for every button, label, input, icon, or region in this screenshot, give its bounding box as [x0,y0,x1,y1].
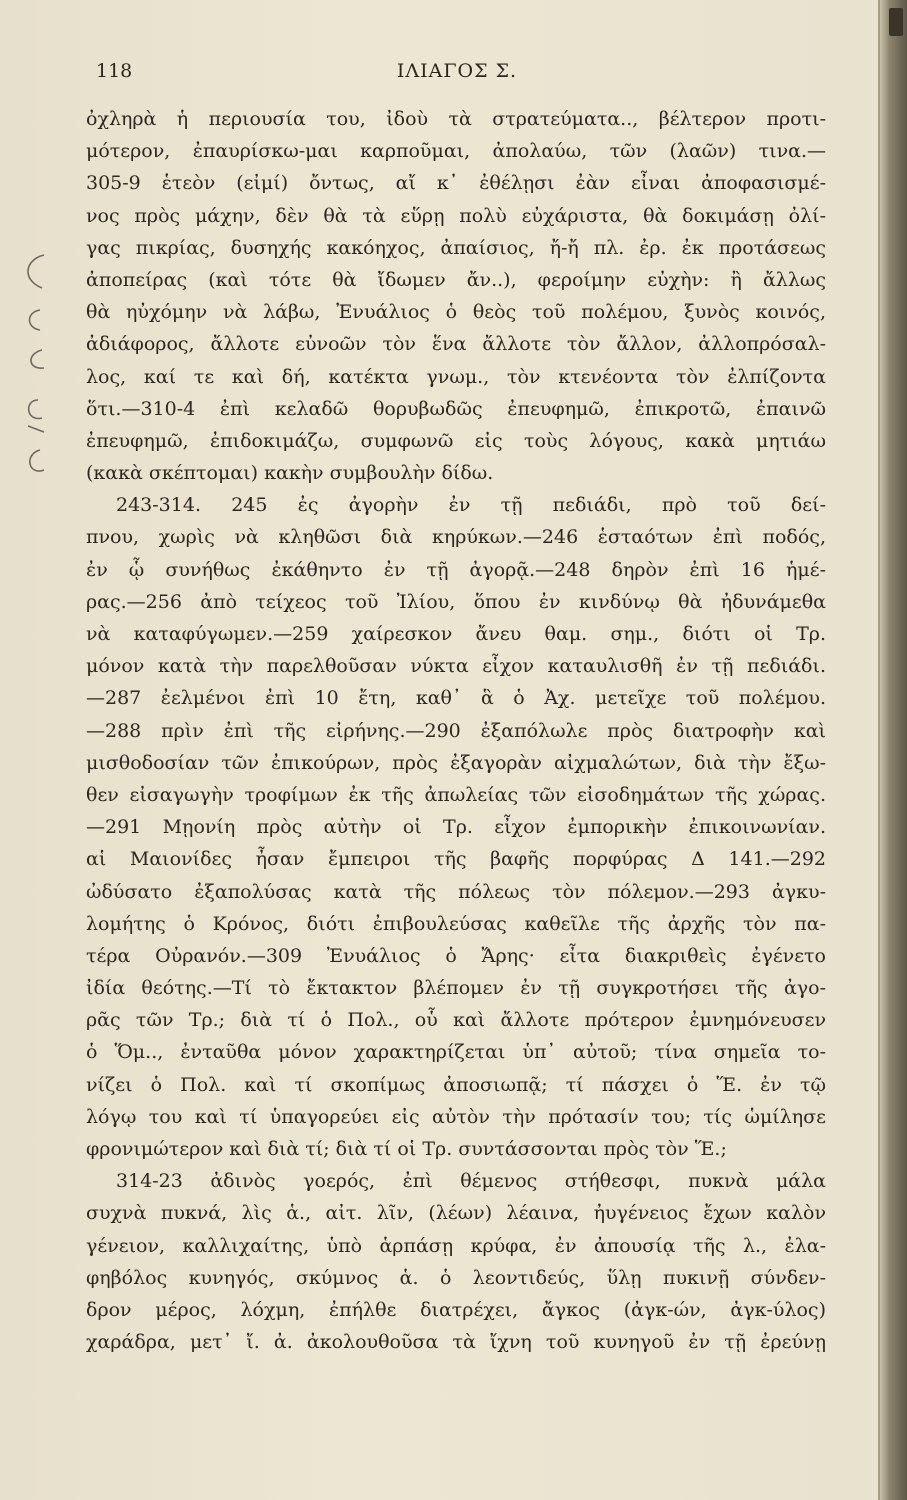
text-line: αἱ Μαιονίδες ἦσαν ἔμπειροι τῆς βαφῆς πορφύρας Δ 141.—292 [86,848,826,871]
section-heading-line: 314-23 ἀδινὸς γοερός, ἐπὶ θέμενος στήθεσφι, πυκνὰ μάλα [116,1170,826,1193]
text-line: —287 ἐελμένοι ἐπὶ 10 ἔτη, καθ᾽ ἃ ὁ Ἀχ. μετεῖχε τοῦ πολέμου. [86,687,826,710]
page-header [92,60,822,90]
section-heading-line: 243-314. 245 ἐς ἀγορὴν ἐν τῇ πεδιάδι, πρὸ τοῦ δεί- [116,494,826,517]
margin-scribble-icon [14,250,54,490]
text-line: συχνὰ πυκνά, λὶς ἁ., αἰτ. λῖν, (λέων) λέαινα, ἠυγένειος ἔχων καλὸν [86,1202,826,1225]
text-line: ὠδύσατο ἐξαπολύσας κατὰ τῆς πόλεως τὸν πόλεμον.—293 ἀγκυ- [86,880,826,903]
text-line: ὅτι.—310-4 ἐπὶ κελαδῶ θορυβωδῶς ἐπευφημῶ, ἐπικροτῶ, ἐπαινῶ [86,397,826,420]
text-line: νὰ καταφύγωμεν.—259 χαίρεσκον ἄνευ θαμ. σημ., διότι οἱ Τρ. [86,623,826,645]
text-line: θεν εἰσαγωγὴν τροφίμων ἐκ τῆς ἀπωλείας τῶν εἰσοδημάτων τῆς χώρας. [86,783,826,806]
text-line: γένειον, καλλιχαίτης, ὑπὸ ἁρπάσῃ κρύφα, ἐν ἀπουσίᾳ τῆς λ., ἐλα- [86,1234,826,1257]
text-line: 305-9 ἑτεὸν (εἰμί) ὄντως, αἴ κ᾽ ἐθέλῃσι ἐὰν εἶναι ἀποφασισμέ- [86,172,826,195]
text-line: ἀδιάφορος, ἄλλοτε εὐνοῶν τὸν ἕνα ἄλλοτε τὸν ἄλλον, ἀλλοπρόσαλ- [86,333,826,356]
page-number: 118 [96,60,133,82]
text-line: νος πρὸς μάχην, δὲν θὰ τὰ εὕρῃ πολὺ εὐχάριστα, θὰ δοκιμάσῃ ὀλί- [86,204,826,227]
text-line: λομήτης ὁ Κρόνος, διότι ἐπιβουλεύσας καθεῖλε τῆς ἀρχῆς τὸν πα- [86,912,826,935]
text-line: —288 πρὶν ἐπὶ τῆς εἰρήνης.—290 ἐξαπόλωλε πρὸς διατροφὴν καὶ [86,719,826,742]
handwritten-margin-notes [14,250,54,490]
text-line: τέρα Οὐρανόν.—309 Ἐνυάλιος ὁ Ἄρης· εἶτα διακριθεὶς ἐγένετο [86,944,826,967]
text-line: λος, καί τε καὶ δή, κατέκτα γνωμ., τὸν κτενέοντα τὸν ἐλπίζοντα [86,365,826,388]
text-line: νίζει ὁ Πολ. καὶ τί σκοπίμως ἀποσιωπᾷ; τί πάσχει ὁ Ἕ. ἐν τῷ [86,1073,826,1096]
text-line: ἐπευφημῶ, ἐπιδοκιμάζω, συμφωνῶ εἰς τοὺς λόγους, κακὰ μητιάω [86,429,826,452]
text-line: χαράδρα, μετ᾽ ἴ. ἀ. ἀκολουθοῦσα τὰ ἴχνη τοῦ κυνηγοῦ ἐν τῇ ἐρεύνῃ [86,1331,826,1354]
text-line: ὀχληρὰ ἡ περιουσία του, ἰδοὺ τὰ στρατεύματα.., βέλτερον προτι- [86,108,826,130]
text-line: ἐν ᾧ συνήθως ἐκάθηντο ἐν τῇ ἀγορᾷ.—248 δηρὸν ἐπὶ 16 ἡμέ- [86,558,826,581]
running-title: ΙΛΙΑΓΟΣ Σ. [396,60,518,82]
text-line: πνου, χωρὶς νὰ κληθῶσι διὰ κηρύκων.—246 ἑσταότων ἐπὶ ποδός, [86,526,826,549]
text-line: λόγῳ του καὶ τί ὑπαγορεύει εἰς αὐτὸν τὴν πρότασίν του; τίς ὡμίλησε [86,1105,826,1128]
commentary-text [86,103,826,1358]
book-spine-edge [878,0,907,1500]
text-line: ἰδία θεότης.—Τί τὸ ἔκτακτον βλέπομεν ἐν τῇ συγκροτήσει τῆς ἀγο- [86,977,826,1000]
text-line: (κακὰ σκέπτομαι) κακὴν συμβουλὴν δίδω. [86,462,494,485]
text-line: δρον μέρος, λόχμη, ἐπήλθε διατρέχει, ἄγκος (ἀγκ-ών, ἀγκ-ύλος) [86,1298,826,1321]
text-line: γας πικρίας, δυσηχής κακόηχος, ἀπαίσιος, ἤ-ἤ πλ. ἐρ. ἐκ προτάσεως [86,236,826,259]
spine-tab [889,8,903,36]
text-line: φηβόλος κυνηγός, σκύμνος ἁ. ὁ λεοντιδεύς, ὕλῃ πυκινῇ σύνδεν- [86,1266,826,1289]
text-line: μότερον, ἐπαυρίσκω-μαι καρποῦμαι, ἀπολαύω, τῶν (λαῶν) τινα.— [86,140,826,163]
text-line: θὰ ηὐχόμην νὰ λάβω, Ἐνυάλιος ὁ θεὸς τοῦ πολέμου, ξυνὸς κοινός, [86,301,826,324]
text-line: φρονιμώτερον καὶ διὰ τί; διὰ τί οἱ Τρ. συντάσσονται πρὸς τὸν Ἕ.; [86,1138,727,1160]
text-line: ρας.—256 ἀπὸ τείχεος τοῦ Ἰλίου, ὅπου ἐν κινδύνῳ θὰ ἠδυνάμεθα [86,590,826,613]
text-line: —291 Μῃονίη πρὸς αὐτὴν οἱ Τρ. εἶχον ἐμπορικὴν ἐπικοινωνίαν. [86,816,826,839]
text-line: μόνον κατὰ τὴν παρελθοῦσαν νύκτα εἶχον καταυλισθῆ ἐν τῇ πεδιάδι. [86,655,826,678]
text-line: μισθοδοσίαν τῶν ἐπικούρων, πρὸς ἐξαγορὰν αἰχμαλώτων, διὰ τὴν ἔξω- [86,751,826,774]
text-line: ὁ Ὅμ.., ἐνταῦθα μόνον χαρακτηρίζεται ὑπ᾽ αὐτοῦ; τίνα σημεῖα το- [86,1041,826,1064]
text-line: ρᾶς τῶν Τρ.; διὰ τί ὁ Πολ., οὗ καὶ ἄλλοτε πρότερον ἐμνημόνευσεν [86,1009,826,1032]
text-line: ἀποπείρας (καὶ τότε θὰ ἴδωμεν ἄν..), φεροίμην εὐχὴν: ἢ ἄλλως [86,268,826,291]
